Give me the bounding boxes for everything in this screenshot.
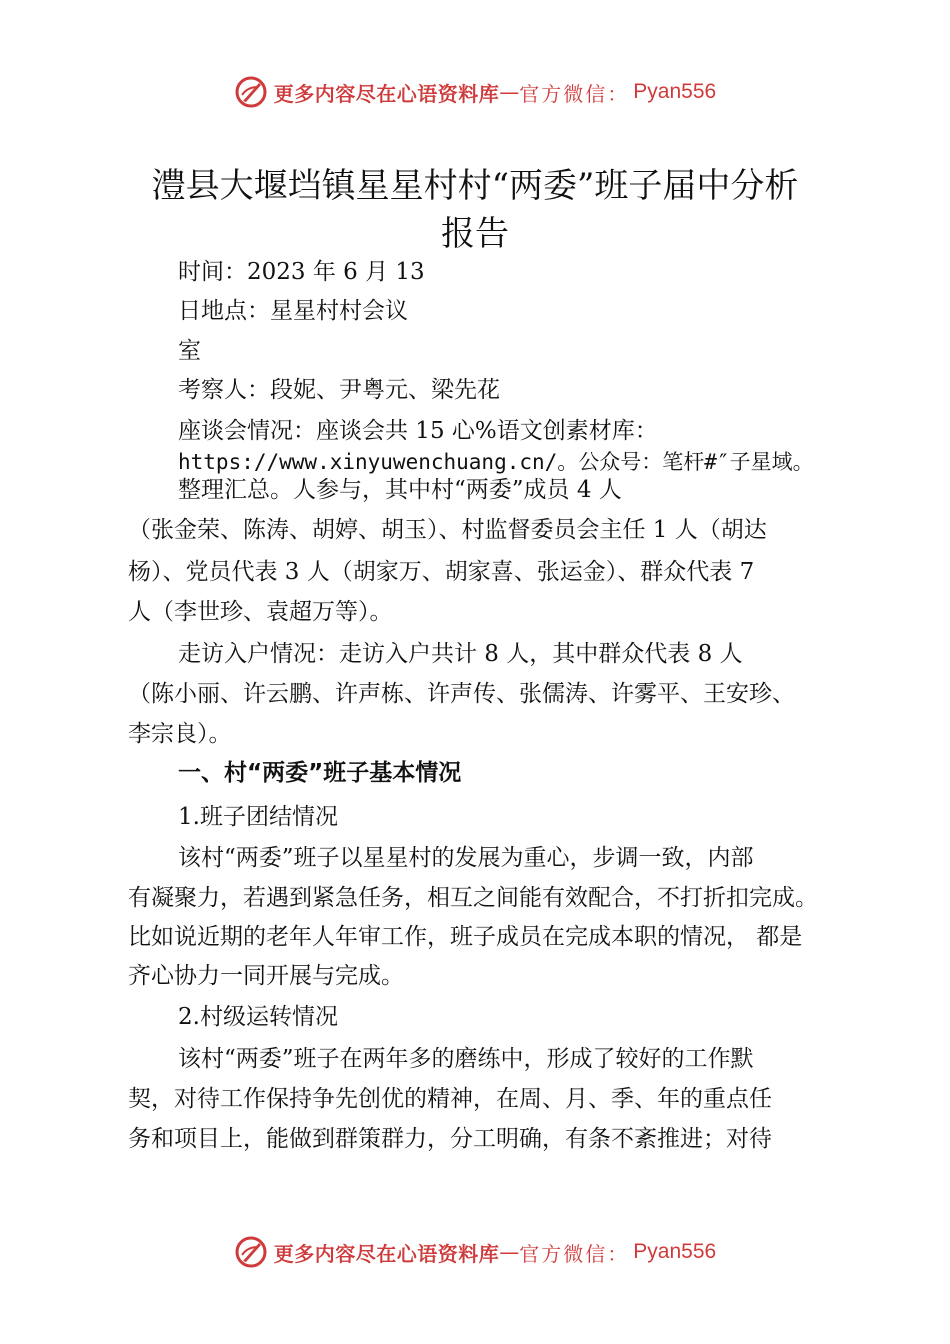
body-line: （陈小丽、许云鹏、许声栋、许声传、张儒涛、许雾平、王安珍、	[128, 681, 795, 707]
body-line-url: https://www.xinyuwenchuang.cn/。公众号：笔杆#″子星域。	[178, 450, 814, 474]
quill-logo-icon	[234, 75, 268, 109]
body-line: 日地点：星星村村会议	[178, 298, 408, 324]
body-line: 李宗良）。	[128, 721, 232, 747]
document-title	[110, 162, 840, 258]
banner-wechat-label: 官方微信：	[519, 1241, 630, 1266]
subsection-heading: 2.村级运转情况	[178, 1004, 338, 1030]
quill-logo-icon	[234, 1235, 268, 1269]
banner-text: 更多内容尽在心语资料库	[273, 1241, 500, 1266]
banner-separator: —	[499, 1240, 520, 1264]
banner-wechat-label: 官方微信：	[519, 81, 630, 106]
body-line: 室	[178, 338, 201, 364]
header-banner	[0, 72, 950, 112]
footer-banner	[0, 1232, 950, 1272]
body-line: 杨）、党员代表 3 人（胡家万、胡家喜、张运金）、群众代表 7	[128, 559, 755, 585]
subsection-heading: 1.班子团结情况	[178, 804, 338, 830]
body-line: 该村“两委”班子在两年多的磨练中，形成了较好的工作默	[178, 1046, 754, 1072]
body-line: 走访入户情况：走访入户共计 8 人，其中群众代表 8 人	[178, 641, 743, 667]
body-line: 该村“两委”班子以星星村的发展为重心，步调一致，内部	[178, 845, 754, 871]
title-line-2: 报告	[441, 214, 509, 254]
body-line: 契，对待工作保持争先创优的精神，在周、月、季、年的重点任	[128, 1086, 772, 1112]
banner-separator: —	[499, 80, 520, 104]
body-line: 考察人：段妮、尹粤元、梁先花	[178, 377, 500, 403]
body-line: 座谈会情况：座谈会共 15 心%语文创素材库：	[178, 418, 658, 444]
title-line-1: 澧县大堰垱镇星星村村“两委”班子届中分析	[151, 166, 799, 206]
body-line: 务和项目上，能做到群策群力，分工明确，有条不紊推进；对待	[128, 1126, 772, 1152]
body-line: 齐心协力一同开展与完成。	[128, 963, 404, 989]
body-line: 整理汇总。人参与，其中村“两委”成员 4 人	[178, 477, 622, 503]
banner-text: 更多内容尽在心语资料库	[273, 81, 500, 106]
section-heading: 一、村“两委”班子基本情况	[178, 760, 462, 786]
banner-wechat-id: Pyan556	[633, 80, 717, 103]
body-line: （张金荣、陈涛、胡婷、胡玉）、村监督委员会主任 1 人（胡达	[128, 517, 767, 543]
body-line: 比如说近期的老年人年审工作，班子成员在完成本职的情况， 都是	[128, 924, 803, 950]
banner-wechat-id: Pyan556	[633, 1240, 717, 1263]
body-line: 有凝聚力，若遇到紧急任务，相互之间能有效配合，不打折扣完成。	[128, 885, 818, 911]
body-line: 时间：2023 年 6 月 13	[178, 259, 425, 285]
body-line: 人（李世珍、袁超万等）。	[128, 599, 393, 625]
